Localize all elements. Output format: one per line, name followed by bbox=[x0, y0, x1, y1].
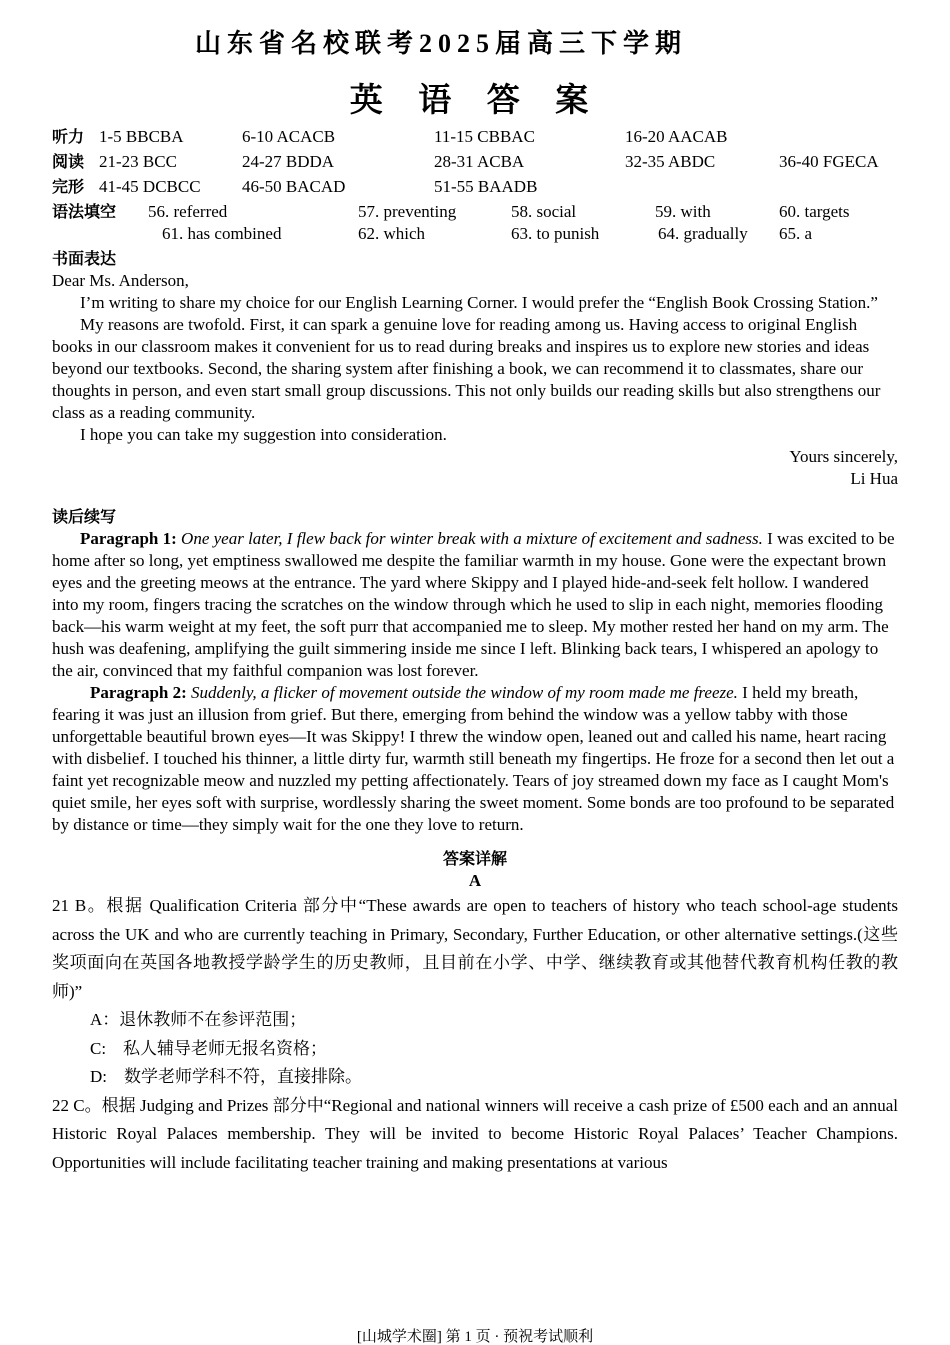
letter-paragraph: My reasons are twofold. First, it can spark a genuine love for reading among us. Having access to original English books in our classroom makes it convenient for us to read during breaks and inspires us to explore new stories and ideas beyond our textbooks. Second, the sharing system after finishing a book, we can recommend it to classmates, share our thoughts in person, and even start small group discussions. This not only builds our reading skills but also strengthens our class as a reading community. bbox=[52, 315, 881, 422]
answer-item: 59. with bbox=[655, 202, 711, 221]
answer-item: 62. which bbox=[358, 224, 426, 243]
answer-item: 65. a bbox=[779, 224, 813, 243]
answer-group: 28-31 ACBA bbox=[434, 152, 525, 171]
answer-group: 1-5 BBCBA bbox=[99, 127, 184, 146]
answer-item: 58. social bbox=[511, 202, 577, 221]
page-footer: [山城学术圈] 第 1 页 · 预祝考试顺利 bbox=[356, 1329, 594, 1345]
listening-label: 听力 bbox=[52, 127, 85, 146]
letter-signature: Li Hua bbox=[850, 469, 898, 488]
details-heading: 答案详解 bbox=[442, 849, 507, 868]
paragraph-body: I held my breath, fearing it was just an illusion from grief. But there, emerging from behind the window was a yellow tabby with those unforgettable beautiful brown eyes—It was Skippy! I threw the window open, leaned out and called his name, heart racing with disbelief. I touched his thinner, a little dirty fur, warmth still beneath my fingertips. He froze for a second then let out a faint yet recognizable meow and nuzzled my petting affectionately. Tears of joy streamed down my face as I caught Mom's quiet smile, her eyes soft with surprise, wordlessly sharing the sweet moment. Some bonds are too profound to be separated by distance or time—they simply wait for the one they love to return. bbox=[52, 683, 895, 834]
answer-item: 63. to punish bbox=[511, 224, 600, 243]
reading-label: 阅读 bbox=[52, 152, 85, 171]
answer-item: 60. targets bbox=[779, 202, 850, 221]
letter-greeting: Dear Ms. Anderson, bbox=[52, 271, 189, 290]
paragraph-label: Paragraph 1: bbox=[80, 529, 177, 548]
question-22-explanation: 22 C。根据 Judging and Prizes 部分中“Regional and national winners will receive a cash prize of £500 each and an annual Historic Royal Palaces membership. They will be invited to become Historic Royal Palaces’ Teacher Champions. Opportunities will include facilitating teacher training and making presentations at various bbox=[52, 1095, 898, 1172]
paragraph-label: Paragraph 2: bbox=[90, 683, 187, 702]
page-title: 英 语 答 案 bbox=[349, 80, 601, 119]
writing-heading: 书面表达 bbox=[52, 249, 117, 268]
answer-group: 51-55 BAADB bbox=[434, 177, 538, 196]
listening-row bbox=[52, 126, 932, 151]
answer-group: 6-10 ACACB bbox=[242, 127, 336, 146]
option-note: C: 私人辅导老师无报名资格； bbox=[90, 1038, 328, 1058]
answer-group: 24-27 BDDA bbox=[242, 152, 335, 171]
answer-key bbox=[52, 126, 932, 245]
grammar-label: 语法填空 bbox=[52, 202, 117, 221]
continuation-paragraph-2 bbox=[52, 682, 898, 836]
letter-paragraph: I’m writing to share my choice for our English Learning Corner. I would prefer the “English Book Crossing Station.” bbox=[80, 293, 878, 312]
answer-group: 41-45 DCBCC bbox=[99, 177, 201, 196]
answer-group: 16-20 AACAB bbox=[625, 127, 728, 146]
answer-item: 56. referred bbox=[148, 202, 228, 221]
option-note: D: 数学老师学科不符，直接排除。 bbox=[90, 1067, 362, 1086]
continuation-paragraph-1 bbox=[52, 528, 898, 682]
cut-header-title: 山东省名校联考2025届高三下学期 bbox=[195, 29, 688, 58]
paragraph-body: I was excited to be home after so long, yet emptiness swallowed me despite the familiar warmth in my house. Gone were the expectant brown eyes and the greeting meows at the entrance. The yard where Skippy and I played hide-and-seek felt hollow. I wandered into my room, fingers tracing the scratches on the window through which he used to slip in each night, memories flooding back—his warm weight at my feet, the soft purr that accompanied me to sleep. My mother rested her hand on my arm. The hush was deafening, amplifying the guilt simmering inside me since I left. Blinking back tears, I whispered an apology to the air, convinced that my faithful companion was lost forever. bbox=[52, 529, 895, 680]
answer-item: 57. preventing bbox=[358, 202, 457, 221]
answer-item: 61. has combined bbox=[162, 224, 282, 243]
cloze-label: 完形 bbox=[52, 177, 85, 196]
paragraph-lead: One year later, I flew back for winter break with a mixture of excitement and sadness. bbox=[181, 529, 763, 548]
main-content bbox=[52, 248, 898, 1177]
reading-row bbox=[52, 151, 932, 176]
answer-item: 64. gradually bbox=[658, 224, 748, 243]
answer-group: 46-50 BACAD bbox=[242, 177, 346, 196]
paragraph-lead: Suddenly, a flicker of movement outside the window of my room made me freeze. bbox=[191, 683, 738, 702]
continuation-heading: 读后续写 bbox=[52, 507, 117, 526]
letter-paragraph: I hope you can take my suggestion into consideration. bbox=[80, 425, 447, 444]
answer-group: 21-23 BCC bbox=[99, 152, 177, 171]
answer-group: 36-40 FGECA bbox=[779, 152, 879, 171]
grammar-row-2 bbox=[52, 223, 932, 245]
answer-group: 32-35 ABDC bbox=[625, 152, 716, 171]
details-section: A bbox=[468, 871, 482, 890]
cloze-row bbox=[52, 176, 932, 201]
answer-group: 11-15 CBBAC bbox=[434, 127, 535, 146]
letter-closing: Yours sincerely, bbox=[789, 447, 898, 466]
option-note: A：退休教师不在参评范围； bbox=[90, 1010, 307, 1029]
question-21-explanation: 21 B。根据 Qualification Criteria 部分中“These awards are open to teachers of history who teach school-age students across the UK and who are currently teaching in Primary, Secondary, Further Education, or other alternative settings.(这些奖项面向在英国各地教授学龄学生的历史教师，且目前在小学、中学、继续教育或其他替代教育机构任教的教师)” bbox=[52, 896, 898, 1001]
